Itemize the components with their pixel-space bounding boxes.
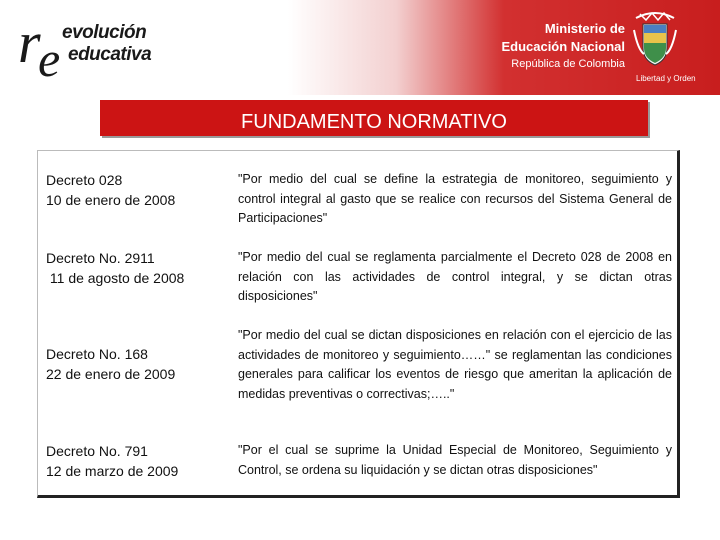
- decree-number: Decreto No. 2911: [46, 250, 155, 266]
- logo-letter-r: r: [18, 10, 41, 75]
- decree-number: Decreto No. 168: [46, 346, 148, 362]
- logo-word-revolucion: evolución: [62, 22, 147, 43]
- decree-description: "Por medio del cual se reglamenta parcialmente el Decreto 028 de 2008 en relación con las actividades de control integral, y se dictan otras disposiciones": [238, 250, 672, 303]
- decree-description: "Por el cual se suprime la Unidad Especial de Monitoreo, Seguimiento y Control, se ordena su liquidación y se dictan otras disposiciones": [238, 443, 672, 477]
- ministry-line-2: Educación Nacional: [501, 39, 625, 54]
- decree-cell: [46, 344, 226, 384]
- ministry-name: [500, 20, 625, 72]
- ministry-line-3: República de Colombia: [511, 58, 625, 70]
- revolucion-educativa-logo: [18, 10, 188, 87]
- page-title: FUNDAMENTO NORMATIVO: [241, 111, 507, 133]
- motto-text: Libertad y Orden: [636, 74, 696, 83]
- decree-cell: [46, 441, 226, 481]
- decree-date: 11 de agosto de 2008: [46, 270, 185, 286]
- decree-cell: [46, 170, 226, 210]
- logo-letter-e: e: [38, 31, 61, 87]
- decrees-table: [37, 150, 680, 498]
- decree-number: Decreto No. 791: [46, 443, 148, 459]
- decree-date: 12 de marzo de 2009: [46, 463, 179, 479]
- title-bar: [100, 100, 648, 136]
- decree-cell: [46, 248, 226, 288]
- decree-date: 22 de enero de 2009: [46, 366, 176, 382]
- colombia-coat-of-arms-icon: [630, 10, 680, 70]
- decree-description: "Por medio del cual se define la estrategia de monitoreo, seguimiento y control integral al gasto que se realice con recursos del Sistema General de Participaciones": [238, 172, 672, 225]
- ministry-line-1: Ministerio de: [544, 21, 625, 36]
- logo-word-educativa: educativa: [68, 44, 152, 65]
- decree-number: Decreto 028: [46, 172, 123, 188]
- decree-description: "Por medio del cual se dictan disposiciones en relación con el ejercicio de las actividades de monitoreo y seguimiento……" se reglamentan las condiciones generales para calificar los eventos de riesgo que ameritan la aplicación de medidas preventivas o correctivas;…..": [238, 328, 672, 401]
- decree-date: 10 de enero de 2008: [46, 192, 176, 208]
- header-band: [0, 0, 720, 95]
